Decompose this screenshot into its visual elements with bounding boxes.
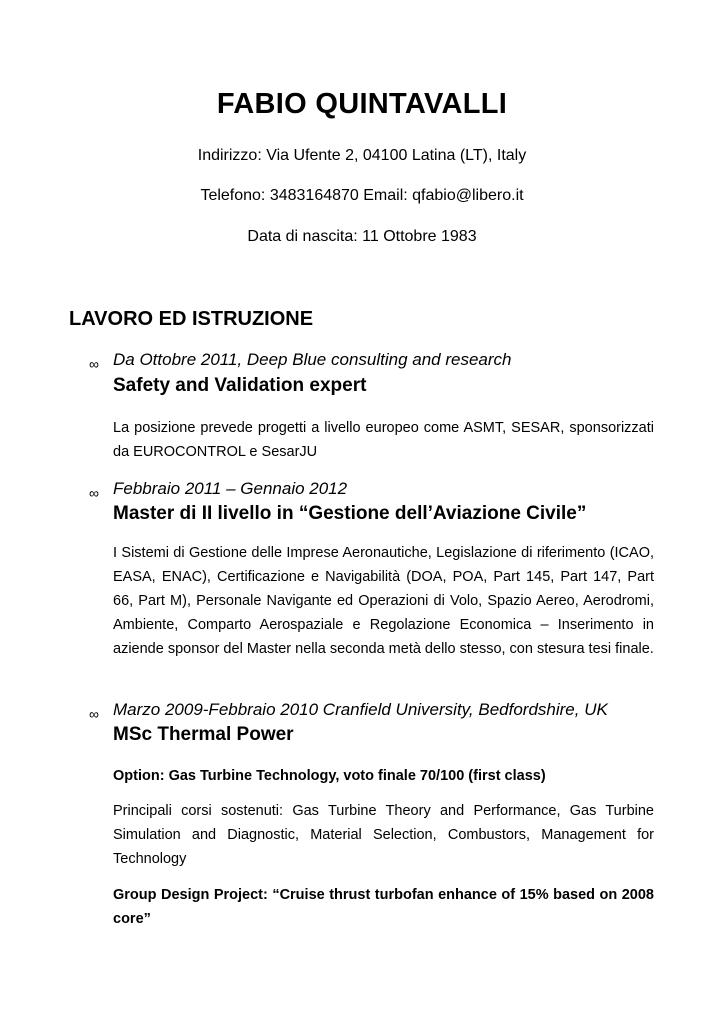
address-line: Indirizzo: Via Ufente 2, 04100 Latina (LT), Italy	[197, 147, 527, 164]
entry-title: Safety and Validation expert	[113, 375, 367, 396]
cv-name: FABIO QUINTAVALLI	[216, 88, 508, 120]
entry-project: Group Design Project: “Cruise thrust turbofan enhance of 15% based on 2008 core”	[113, 887, 654, 927]
entry-courses: Principali corsi sostenuti: Gas Turbine Theory and Performance, Gas Turbine Simulation and Diagnostic, Material Selection, Combustors, Management for Technology	[113, 803, 654, 867]
birth-date-line: Data di nascita: 11 Ottobre 1983	[247, 228, 477, 245]
infinity-bullet-icon: ∞	[89, 485, 99, 501]
entry-date: Marzo 2009-Febbraio 2010 Cranfield University, Bedfordshire, UK	[113, 700, 608, 719]
phone-email-line: Telefono: 3483164870 Email: qfabio@libero.it	[200, 187, 524, 204]
infinity-bullet-icon: ∞	[89, 356, 99, 372]
entry-description: I Sistemi di Gestione delle Imprese Aeronautiche, Legislazione di riferimento (ICAO, EASA, ENAC), Certificazione e Navigabilità (DOA, POA, Part 145, Part 147, Part 66, Part M), Personale Navigante ed Operazioni di Volo, Spazio Aereo, Aerodromi, Ambiente, Comparto Aerospaziale e Regolazione Economica – Inserimento in aziende sponsor del Master nella seconda metà dello stesso, con stesura tesi finale.	[113, 545, 654, 657]
entry-option: Option: Gas Turbine Technology, voto finale 70/100 (first class)	[113, 768, 546, 784]
entry-title: Master di II livello in “Gestione dell’Aviazione Civile”	[113, 503, 587, 524]
entry-title: MSc Thermal Power	[113, 724, 294, 745]
section-title: LAVORO ED ISTRUZIONE	[69, 308, 314, 330]
infinity-bullet-icon: ∞	[89, 706, 99, 722]
entry-date: Da Ottobre 2011, Deep Blue consulting and research	[113, 350, 512, 369]
entry-description: La posizione prevede progetti a livello europeo come ASMT, SESAR, sponsorizzati da EUROCONTROL e SesarJU	[113, 420, 654, 460]
entry-date: Febbraio 2011 – Gennaio 2012	[113, 479, 348, 498]
